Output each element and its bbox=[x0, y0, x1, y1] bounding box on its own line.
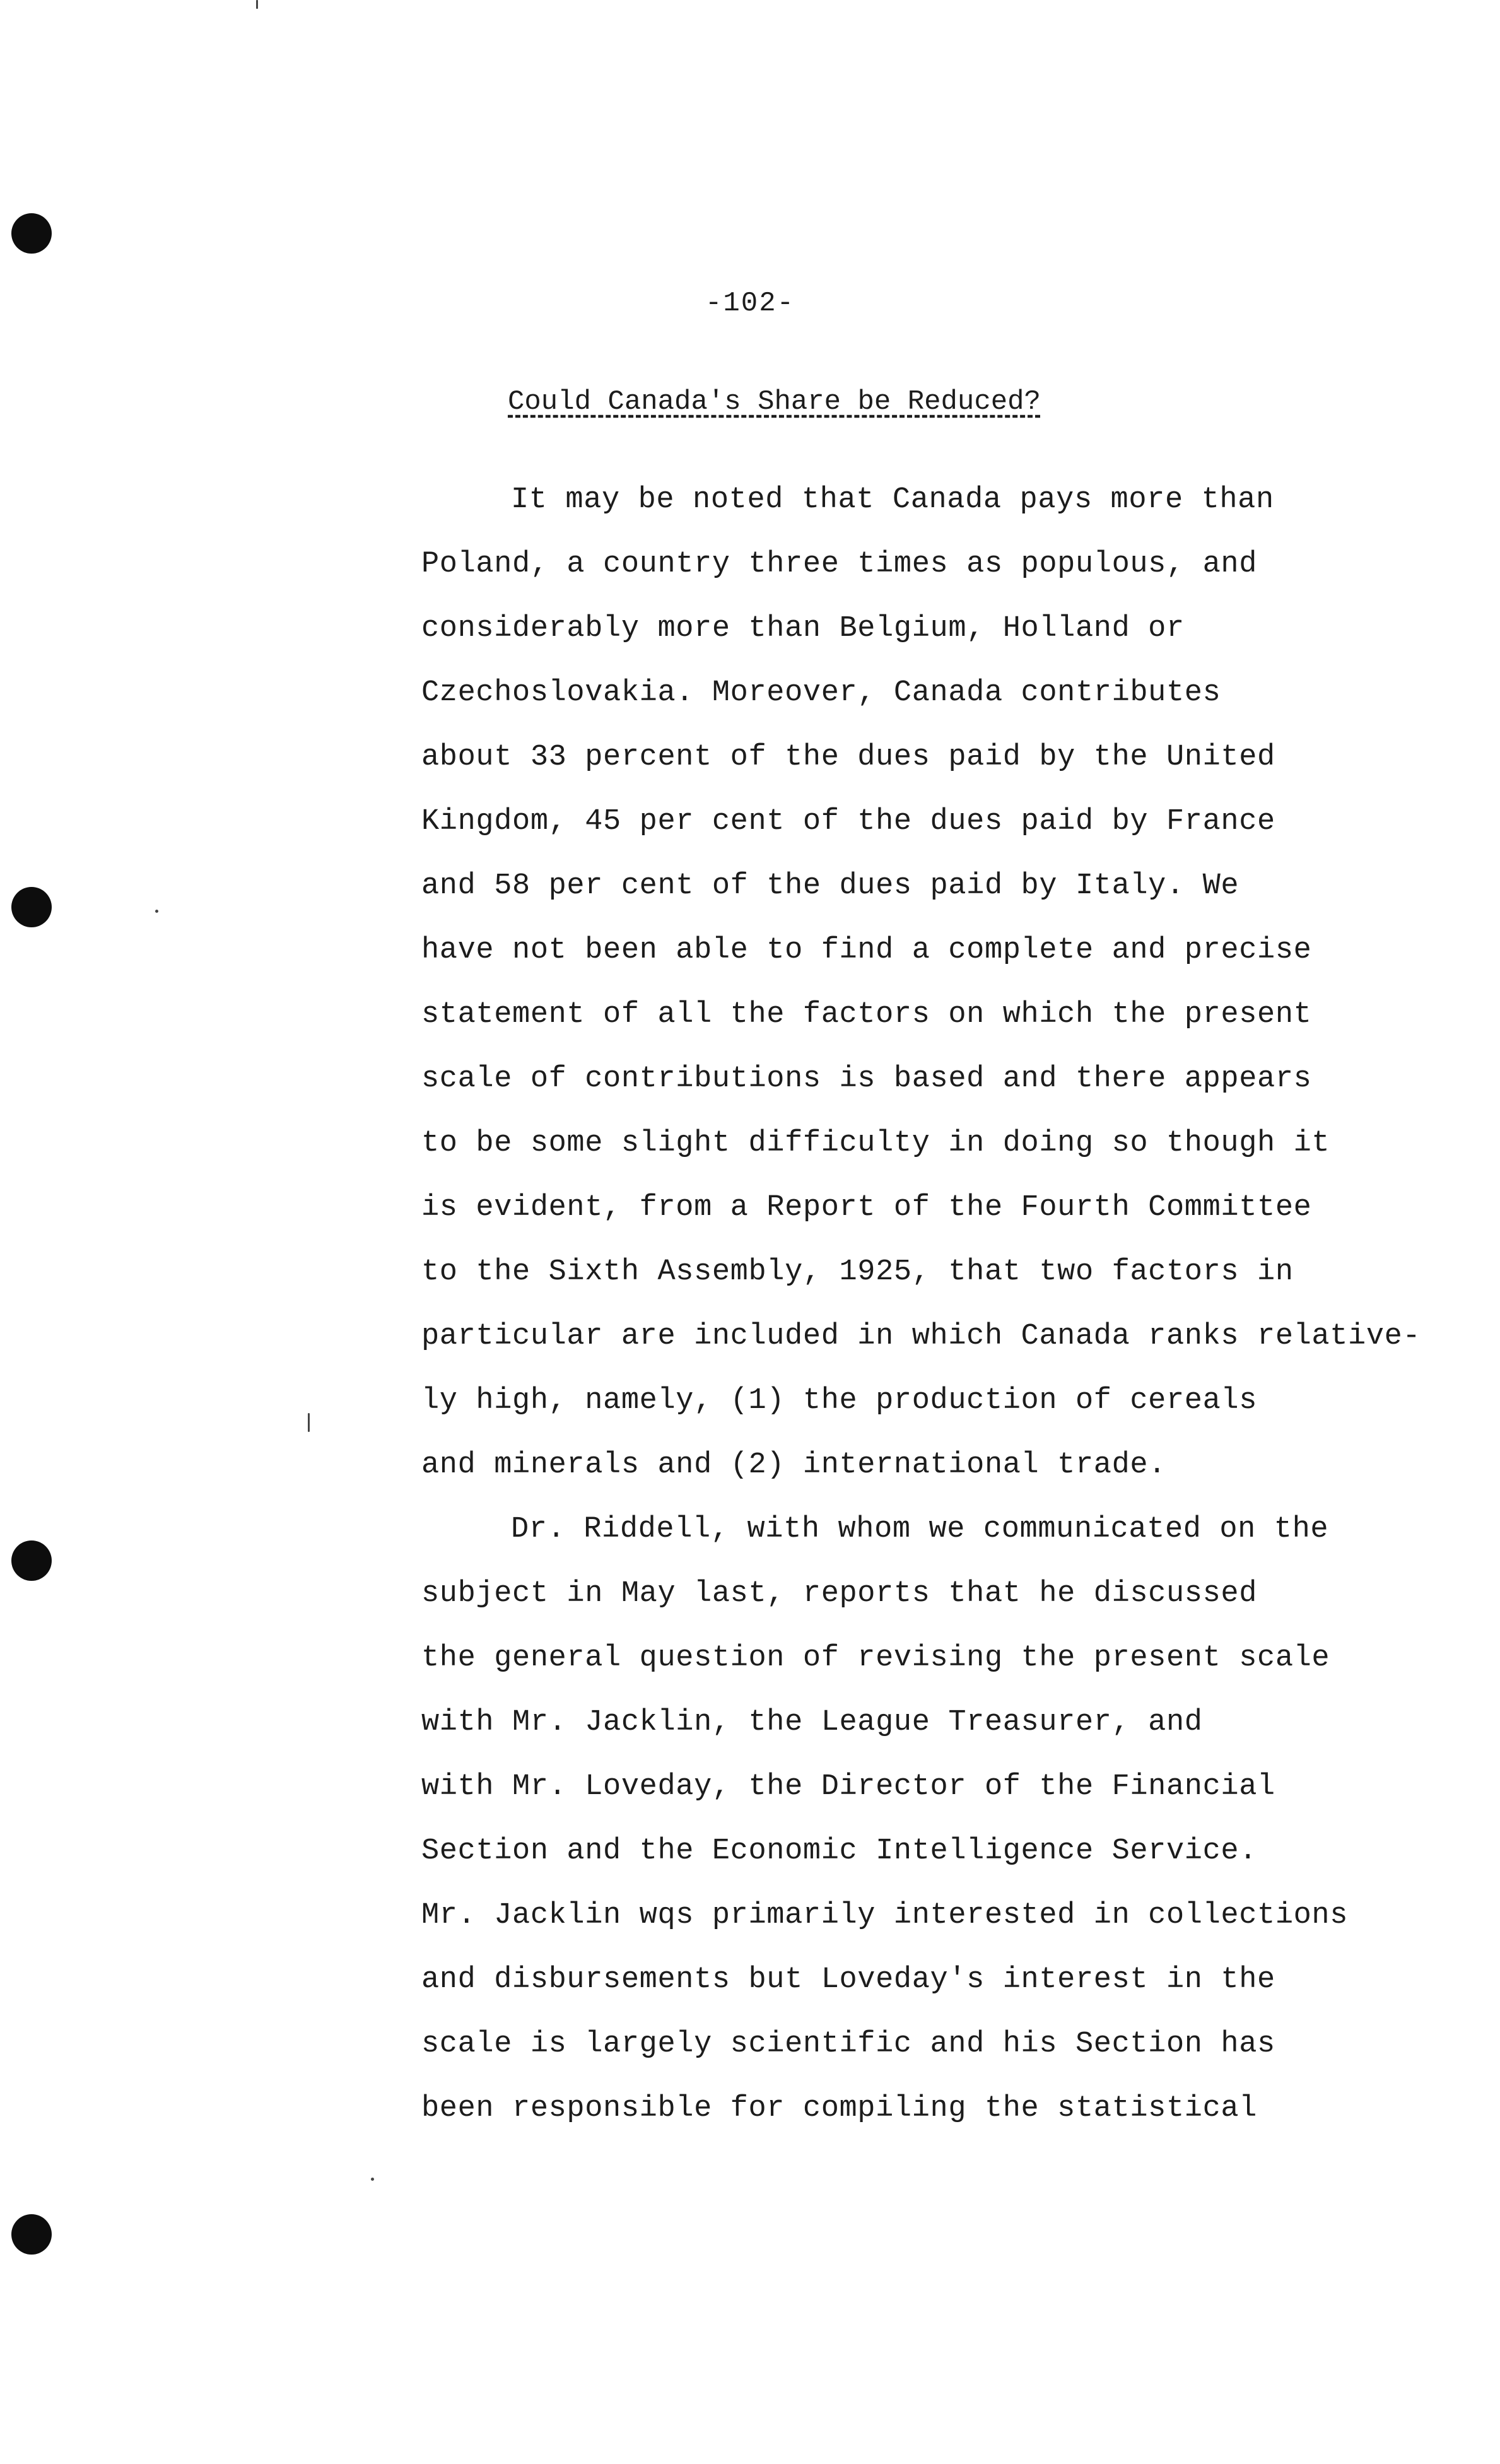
text-line: Mr. Jacklin wqs primarily interested in collections bbox=[421, 1899, 1349, 1932]
paper-speck bbox=[256, 0, 258, 9]
paragraph-1 bbox=[421, 468, 1421, 1498]
text-line: is evident, from a Report of the Fourth Committee bbox=[421, 1191, 1312, 1224]
text-line: It may be noted that Canada pays more than bbox=[511, 483, 1274, 517]
punch-hole-3 bbox=[11, 1540, 52, 1581]
page-number: -102- bbox=[705, 288, 795, 319]
paragraph-2 bbox=[421, 1498, 1348, 2141]
text-line: been responsible for compiling the statistical bbox=[421, 2092, 1258, 2125]
text-line: Section and the Economic Intelligence Service. bbox=[421, 1834, 1258, 1868]
text-line: with Mr. Jacklin, the League Treasurer, and bbox=[421, 1706, 1203, 1739]
text-line: and 58 per cent of the dues paid by Italy. We bbox=[421, 869, 1239, 903]
text-line: about 33 percent of the dues paid by the United bbox=[421, 741, 1275, 774]
text-line: subject in May last, reports that he discussed bbox=[421, 1577, 1258, 1610]
text-line: with Mr. Loveday, the Director of the Financial bbox=[421, 1770, 1275, 1804]
text-line: the general question of revising the present scale bbox=[421, 1641, 1330, 1675]
text-line: scale is largely scientific and his Section has bbox=[421, 2027, 1275, 2061]
text-line: considerably more than Belgium, Holland or bbox=[421, 612, 1185, 645]
text-line: Dr. Riddell, with whom we communicated on the bbox=[511, 1513, 1329, 1546]
text-line: Czechoslovakia. Moreover, Canada contributes bbox=[421, 676, 1221, 710]
paper-speck bbox=[155, 910, 158, 913]
text-line: have not been able to find a complete and precise bbox=[421, 934, 1312, 967]
punch-hole-4 bbox=[11, 2214, 52, 2255]
punch-hole-2 bbox=[11, 887, 52, 927]
text-line: to the Sixth Assembly, 1925, that two factors in bbox=[421, 1255, 1294, 1289]
text-line: to be some slight difficulty in doing so though it bbox=[421, 1127, 1330, 1160]
text-line: statement of all the factors on which the present bbox=[421, 998, 1312, 1031]
text-line: Poland, a country three times as populous, and bbox=[421, 548, 1258, 581]
punch-hole-1 bbox=[11, 213, 52, 254]
paper-speck bbox=[308, 1413, 310, 1432]
text-line: particular are included in which Canada ranks relative- bbox=[421, 1320, 1421, 1353]
text-line: ly high, namely, (1) the production of cereals bbox=[421, 1384, 1258, 1417]
paper-speck bbox=[371, 2178, 374, 2181]
section-heading: Could Canada's Share be Reduced? bbox=[508, 386, 1041, 418]
text-line: and disbursements but Loveday's interest in the bbox=[421, 1963, 1275, 1997]
text-line: scale of contributions is based and there appears bbox=[421, 1062, 1312, 1096]
text-line: and minerals and (2) international trade. bbox=[421, 1448, 1166, 1482]
text-line: Kingdom, 45 per cent of the dues paid by France bbox=[421, 805, 1275, 838]
